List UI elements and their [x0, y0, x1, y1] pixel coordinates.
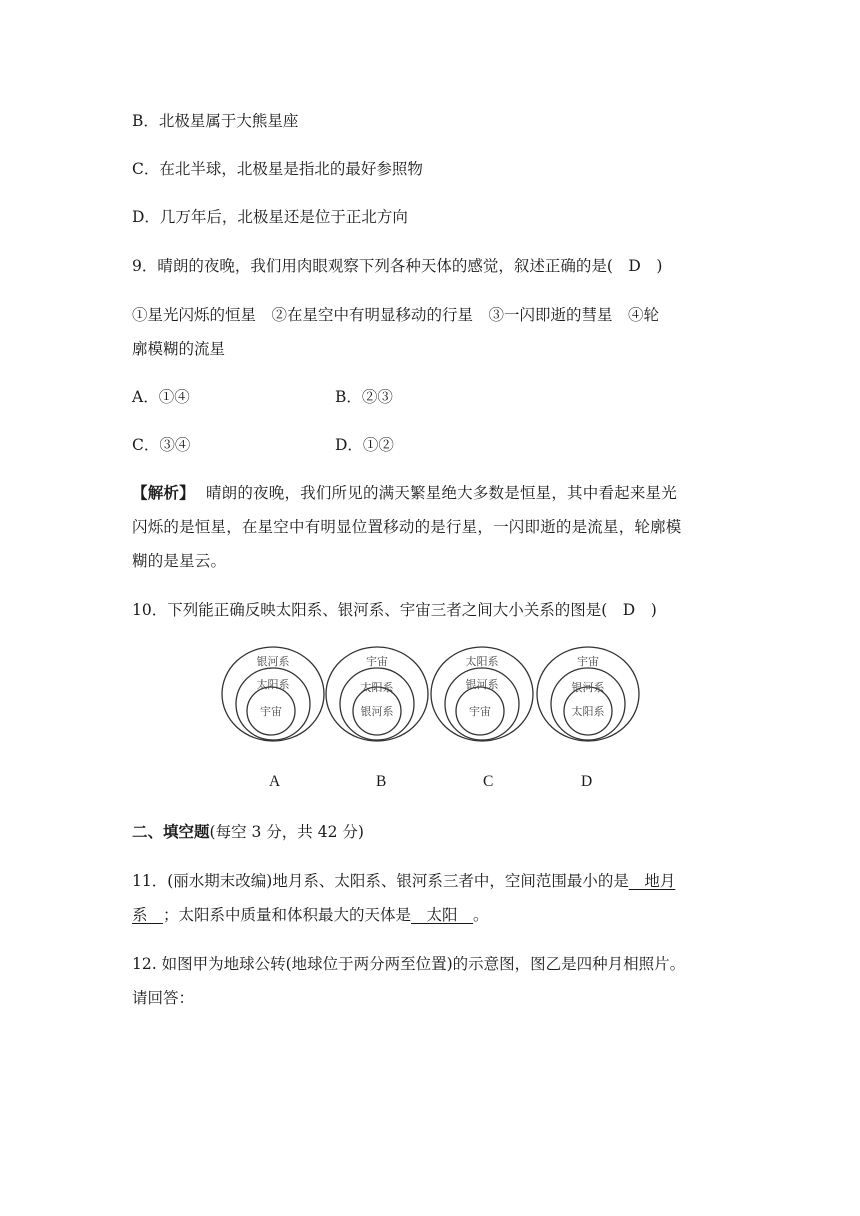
figure-label-b: B	[376, 773, 387, 790]
section-2-title: 二、填空题	[132, 822, 210, 841]
q9-option-c: C．③④	[132, 436, 191, 454]
q8-option-b: B．北极星属于大熊星座	[132, 112, 299, 130]
q11-answer-2: __太阳__	[411, 906, 474, 924]
q11-text-1: 11．(丽水期末改编)地月系、太阳系、银河系三者中，空间范围最小的是	[132, 872, 629, 890]
q8-option-d: D．几万年后，北极星还是位于正北方向	[132, 208, 408, 226]
q9-analysis-line2: 闪烁的是恒星，在星空中有明显位置移动的是行星，一闪即逝的是流星，轮廓模	[132, 518, 682, 536]
figure-a-middle-label: 太阳系	[256, 678, 290, 691]
q12-line1: 12. 如图甲为地球公转(地球位于两分两至位置)的示意图，图乙是四种月相照片。	[132, 955, 686, 973]
q12-line2: 请回答：	[132, 989, 195, 1007]
figure-c-outer-label: 太阳系	[465, 655, 499, 668]
section-2-heading	[132, 821, 364, 843]
q11-answer-1b: 系__	[132, 906, 164, 924]
figure-b-outer-label: 宇宙	[366, 655, 388, 668]
q11-text-3: 。	[473, 906, 489, 924]
q9-analysis-line1	[132, 482, 677, 504]
figure-label-a: A	[269, 773, 281, 790]
figure-label-d: D	[581, 773, 593, 790]
q11-text-2: ；太阳系中质量和体积最大的天体是	[163, 906, 412, 924]
q11-answer-1a: __地月	[628, 872, 676, 890]
figure-a-inner-label: 宇宙	[260, 705, 282, 718]
figure-a-outer-label: 银河系	[256, 655, 290, 668]
figure-c	[431, 647, 533, 741]
q9-stem: 9．晴朗的夜晚，我们用肉眼观察下列各种天体的感觉，叙述正确的是( D )	[132, 257, 663, 275]
q9-option-d: D．①②	[335, 436, 394, 454]
q9-option-b: B．②③	[335, 388, 393, 406]
figure-a	[222, 647, 324, 741]
q11-line2	[132, 904, 489, 926]
figure-d	[537, 647, 639, 741]
q9-option-a: A．①④	[132, 388, 190, 406]
figure-d-inner-label: 太阳系	[571, 705, 605, 718]
q9-items-line1: ①星光闪烁的恒星 ②在星空中有明显移动的行星 ③一闪即逝的彗星 ④轮	[132, 306, 660, 324]
analysis-text-1: 晴朗的夜晚，我们所见的满天繁星绝大多数是恒星，其中看起来星光	[205, 484, 677, 502]
figure-d-middle-label: 银河系	[571, 681, 605, 694]
section-2-score: (每空 3 分，共 42 分)	[209, 823, 364, 841]
figure-c-middle-label: 银河系	[465, 678, 499, 691]
q10-stem: 10．下列能正确反映太阳系、银河系、宇宙三者之间大小关系的图是( D )	[132, 601, 657, 619]
analysis-label: 【解析】	[132, 483, 195, 502]
figure-c-inner-label: 宇宙	[469, 705, 491, 718]
figure-b-inner-label: 银河系	[360, 705, 394, 718]
q9-analysis-line3: 糊的是星云。	[132, 552, 227, 570]
q9-items-line2: 廓模糊的流星	[132, 340, 226, 358]
figure-b	[326, 647, 428, 741]
figure-d-outer-label: 宇宙	[577, 655, 599, 668]
q10-nested-circles-figure	[0, 644, 860, 754]
q11-line1	[132, 870, 675, 892]
q8-option-c: C．在北半球，北极星是指北的最好参照物	[132, 160, 423, 178]
figure-b-middle-label: 太阳系	[360, 681, 394, 694]
figure-label-c: C	[483, 773, 494, 790]
